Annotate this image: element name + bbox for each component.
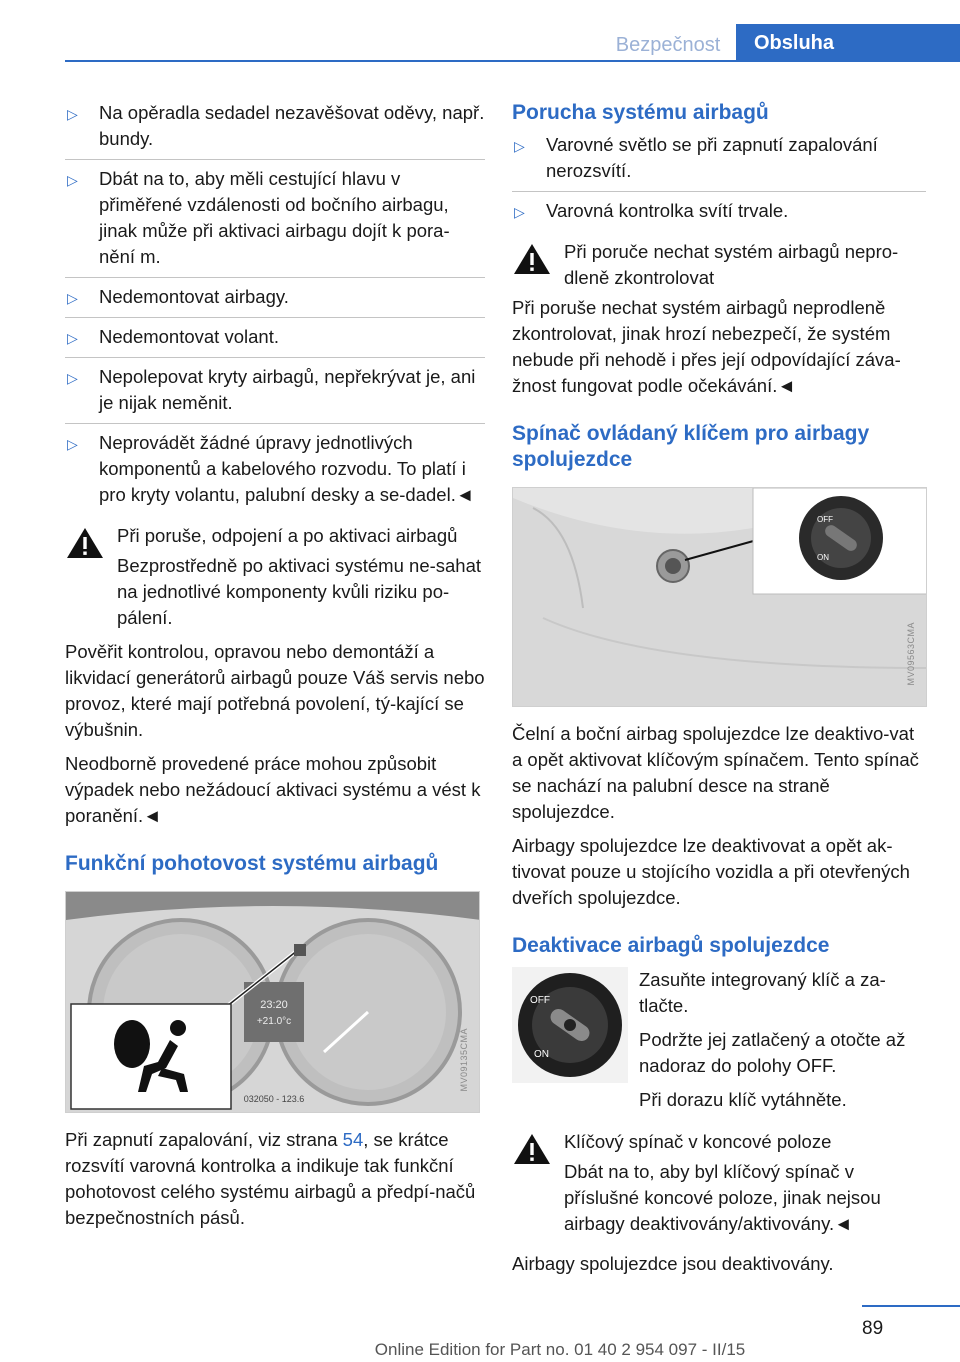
instrument-cluster-illustration xyxy=(66,892,480,1113)
deactivation-steps xyxy=(512,967,926,1115)
page-header xyxy=(0,0,960,62)
footer-edition: Online Edition for Part no. 01 40 2 954 097 - II/15 xyxy=(374,1340,746,1359)
warning-block xyxy=(65,523,485,631)
figure-code: MV09563CMA xyxy=(906,622,916,686)
bullet-triangle-icon: ▷ xyxy=(67,106,78,122)
section-heading: Porucha systému airbagů xyxy=(512,101,769,124)
warning-triangle-icon xyxy=(512,241,552,277)
key-switch-icon xyxy=(512,967,628,1083)
switch-on-label: ON xyxy=(534,1049,549,1060)
list-item: ▷ Dbát na to, aby měli cestující hlavu v přiměřené vzdálenosti od bočního airbagu, jinak může při aktivaci airbagu dojít k pora-nění m. xyxy=(65,160,485,278)
section-heading: Funkční pohotovost systému airbagů xyxy=(65,852,439,875)
paragraph: Airbagy spolujezdce lze deaktivovat a opět ak-tivovat pouze u stojícího vozidla a při otevřených dveřích spolujezdce. xyxy=(512,835,910,908)
list-item: ▷ Nedemontovat volant. xyxy=(65,318,485,358)
switch-off-label: OFF xyxy=(530,995,550,1006)
figure-caption: Při zapnutí zapalování, viz strana 54, se krátce rozsvítí varovná kontrolka a indikuje tak funkční pohotovost celého systému airbagů a předpí-načů bezpečnostních pásů. xyxy=(65,1129,476,1228)
paragraph: Pověřit kontrolou, opravou nebo demontáží a likvidací generátorů airbagů pouze Váš servis nebo provoz, které mají potřebná povolení, tý-kající se výbušnin. xyxy=(65,641,485,740)
warning-text: Při poruše nechat systém airbagů neprodleně zkontrolovat, jinak hrozí nebezpečí, že systém nebude při nehodě i přes její odpovídající záva-žnost fungovat podle očekávání.◄ xyxy=(512,297,901,396)
switch-off-label: OFF xyxy=(817,515,833,524)
warning-title: Klíčový spínač v koncové poloze xyxy=(564,1131,832,1152)
warning-text: Dbát na to, aby byl klíčový spínač v příslušné koncové poloze, jinak nejsou airbagy deaktivovány/aktivovány.◄ xyxy=(564,1161,881,1234)
instrument-cluster-figure xyxy=(65,891,480,1113)
header-chapter-tab: Obsluha xyxy=(736,24,960,62)
list-item: ▷ Na opěradla sedadel nezavěšovat oděvy, např. bundy. xyxy=(65,100,485,160)
cluster-temperature: +21.0°c xyxy=(256,1016,292,1027)
step: Podržte jej zatlačený a otočte až nadoraz do polohy OFF. xyxy=(639,1029,906,1076)
footer-rule xyxy=(862,1305,960,1307)
bullet-triangle-icon: ▷ xyxy=(67,370,78,386)
bullet-triangle-icon: ▷ xyxy=(67,172,78,188)
section-heading: Deaktivace airbagů spolujezdce xyxy=(512,934,830,957)
section-heading: Spínač ovládaný klíčem pro airbagy spolujezdce xyxy=(512,422,870,471)
bullet-triangle-icon: ▷ xyxy=(514,138,525,154)
bullet-triangle-icon: ▷ xyxy=(67,330,78,346)
header-rule xyxy=(65,60,960,62)
bullet-triangle-icon: ▷ xyxy=(514,204,525,220)
list-item: ▷ Varovné světlo se při zapnutí zapalování nerozsvítí. xyxy=(512,132,926,192)
step: Při dorazu klíč vytáhněte. xyxy=(639,1089,847,1110)
page-number: 89 xyxy=(862,1318,884,1339)
cluster-time: 23:20 xyxy=(260,999,288,1011)
figure-code: MV09135CMA xyxy=(459,1028,469,1092)
warning-triangle-icon xyxy=(65,525,105,561)
paragraph: Čelní a boční airbag spolujezdce lze deaktivo-vat a opět aktivovat klíčovým spínačem. Tento spínač se nachází na palubní desce na straně spolujezdce. xyxy=(512,723,919,822)
bullet-triangle-icon: ▷ xyxy=(67,436,78,452)
right-column xyxy=(512,100,926,1277)
warning-triangle-icon xyxy=(512,1131,552,1167)
warning-title: Při poruše, odpojení a po aktivaci airbagů xyxy=(117,525,458,546)
header-section: Bezpečnost xyxy=(615,34,721,56)
bullet-triangle-icon: ▷ xyxy=(67,290,78,306)
left-column xyxy=(65,100,485,1231)
step: Zasuňte integrovaný klíč a za-tlačte. xyxy=(639,969,886,1016)
list-item: ▷ Neprovádět žádné úpravy jednotlivých komponentů a kabelového rozvodu. To platí i pro kryty volantu, palubní desky a se-dadel.◄ xyxy=(67,432,475,505)
paragraph: Neodborně provedené práce mohou způsobit výpadek nebo nežádoucí aktivaci systému a vést k poranění.◄ xyxy=(65,753,481,826)
warning-title: Při poruče nechat systém airbagů nepro-dleně zkontrolovat xyxy=(564,241,899,288)
page-link[interactable]: 54 xyxy=(342,1129,364,1150)
paragraph: Airbagy spolujezdce jsou deaktivovány. xyxy=(512,1253,834,1274)
warning-text: Bezprostředně po aktivaci systému ne-sahat na jednotlivé komponenty kvůli riziku po-pálení. xyxy=(117,555,482,628)
switch-on-label: ON xyxy=(817,553,829,562)
list-item: ▷ Nedemontovat airbagy. xyxy=(65,278,485,318)
key-switch-figure xyxy=(512,487,927,707)
warning-block xyxy=(512,239,926,399)
dashboard-switch-illustration xyxy=(513,488,927,707)
cluster-odometer: 032050 - 123.6 xyxy=(243,1094,305,1104)
list-item: ▷ Nepolepovat kryty airbagů, nepřekrývat je, ani je nijak neměnit. xyxy=(65,358,485,424)
warning-block xyxy=(512,1129,926,1237)
list-item: ▷ Varovná kontrolka svítí trvale. xyxy=(512,192,926,231)
